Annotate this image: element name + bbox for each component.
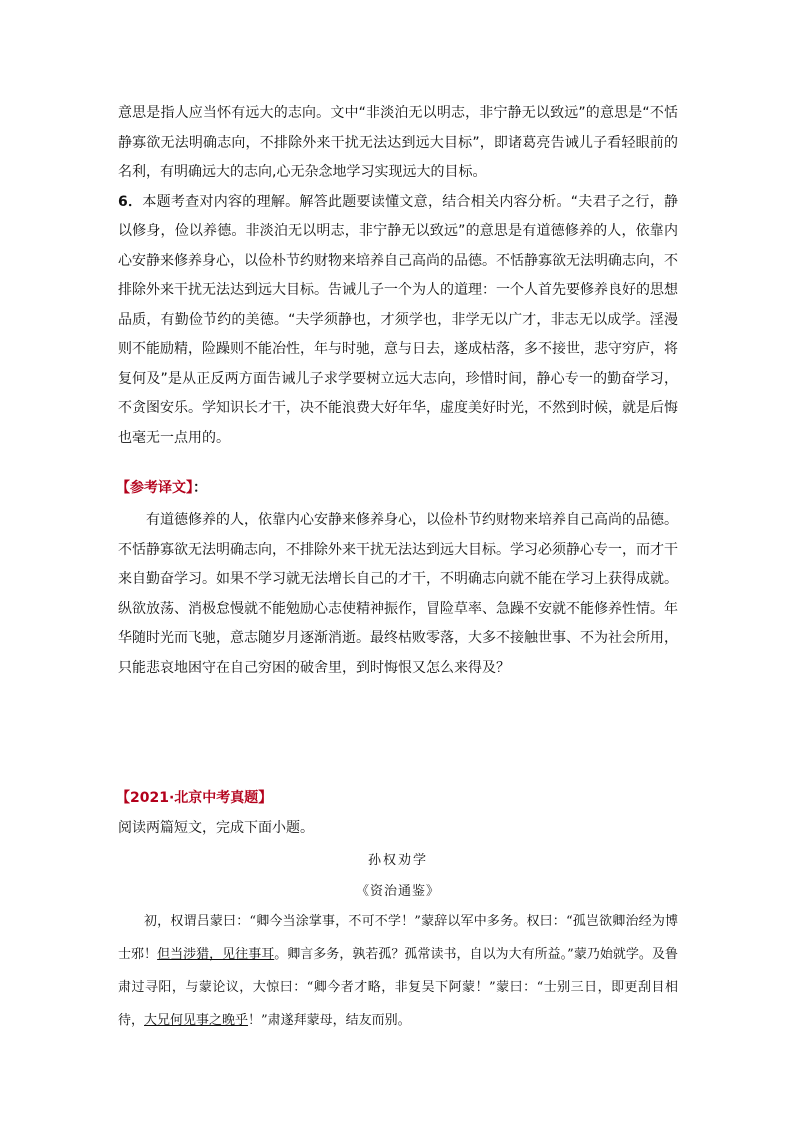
reference-translation <box>118 506 678 683</box>
analysis-text-5: 意思是指人应当怀有远大的志向。文中“非淡泊无以明志，非宁静无以致远”的意思是“不恬静寡欲无法明确志向，不排除外来干扰无法达到远大目标”，即诸葛亮告诫儿子看轻眼前的名利，有明确远大的志向,心无杂念地学习实现远大的目标。 <box>118 105 678 180</box>
classic-text-part: ！”肃遂拜蒙母，结友而别。 <box>248 1013 411 1028</box>
reference-heading-label: 【参考译文】 <box>116 480 193 496</box>
exam-source-heading: 【2021·北京中考真题】 <box>116 790 273 806</box>
underlined-phrase-1: 但当涉猎，见往事耳 <box>157 947 275 962</box>
analysis-text-6: 本题考查对内容的理解。解答此题要读懂文意，结合相关内容分析。“夫君子之行，静以修身，俭以养德。非淡泊无以明志，非宁静无以致远”的意思是有道德修养的人，依靠内心安静来修养身心，以俭朴节约财物来培养自己高尚的品德。不恬静寡欲无法明确志向，不排除外来干扰无法达到远大目标。告诫儿子一个为人的道理：一个人首先要修养良好的思想品质，有勤俭节约的美德。“夫学须静也，才须学也，非学无以广才，非志无以成学。淫漫则不能励精，险躁则不能冶性，年与时驰，意与日去，遂成枯落，多不接世，悲守穷庐，将复何及”是从正反两方面告诫儿子求学要树立远大志向，珍惜时间，静心专一的勤奋学习，不贪图安乐。学知识长才干，决不能浪费大好年华，虚度美好时光，不然到时候，就是后悔也毫无一点用的。 <box>118 193 678 446</box>
reading-instruction: 阅读两篇短文，完成下面小题。 <box>118 820 314 836</box>
underlined-phrase-2: 大兄何见事之晚乎 <box>144 1013 249 1028</box>
answer-analysis <box>118 99 678 453</box>
classic-text-source: 《资治通鉴》 <box>355 884 440 899</box>
analysis-paragraph-5 <box>118 99 678 188</box>
translation-paragraph: 有道德修养的人，依靠内心安静来修养身心，以俭朴节约财物来培养自己高尚的品德。不恬静寡欲无法明确志向，不排除外来干扰无法达到远大目标。学习必须静心专一，而才干来自勤奋学习。如果不学习就无法增长自己的才干，不明确志向就不能在学习上获得成就。纵欲放荡、消极怠慢就不能勉励心志使精神振作，冒险草率、急躁不安就不能修养性情。年华随时光而飞驰，意志随岁月逐渐消逝。最终枯败零落，大多不接触世事、不为社会所用，只能悲哀地困守在自己穷困的破舍里，到时悔恨又怎么来得及？ <box>118 512 678 676</box>
analysis-paragraph-6 <box>118 188 678 454</box>
reference-heading-colon: ： <box>193 480 207 496</box>
classic-paragraph <box>118 905 678 1037</box>
item-number-6: 6． <box>118 193 143 210</box>
classic-text-part: 初，权谓吕蒙曰：“卿今当涂掌事，不可不学！”蒙辞以军中多务。权曰：“孤岂欲卿治经为博士邪！ <box>118 914 678 962</box>
classic-text-body <box>118 905 678 1037</box>
classic-text-title: 孙权劝学 <box>367 853 428 868</box>
classic-text-part: 。卿言多务，孰若孤？孤常读书，自以为大有所益。”蒙乃始就学。及鲁肃过寻阳，与蒙论议，大惊曰：“卿今者才略，非复吴下阿蒙！”蒙曰：“士别三日，即更刮目相待， <box>118 947 678 1028</box>
reference-translation-heading <box>116 478 207 498</box>
